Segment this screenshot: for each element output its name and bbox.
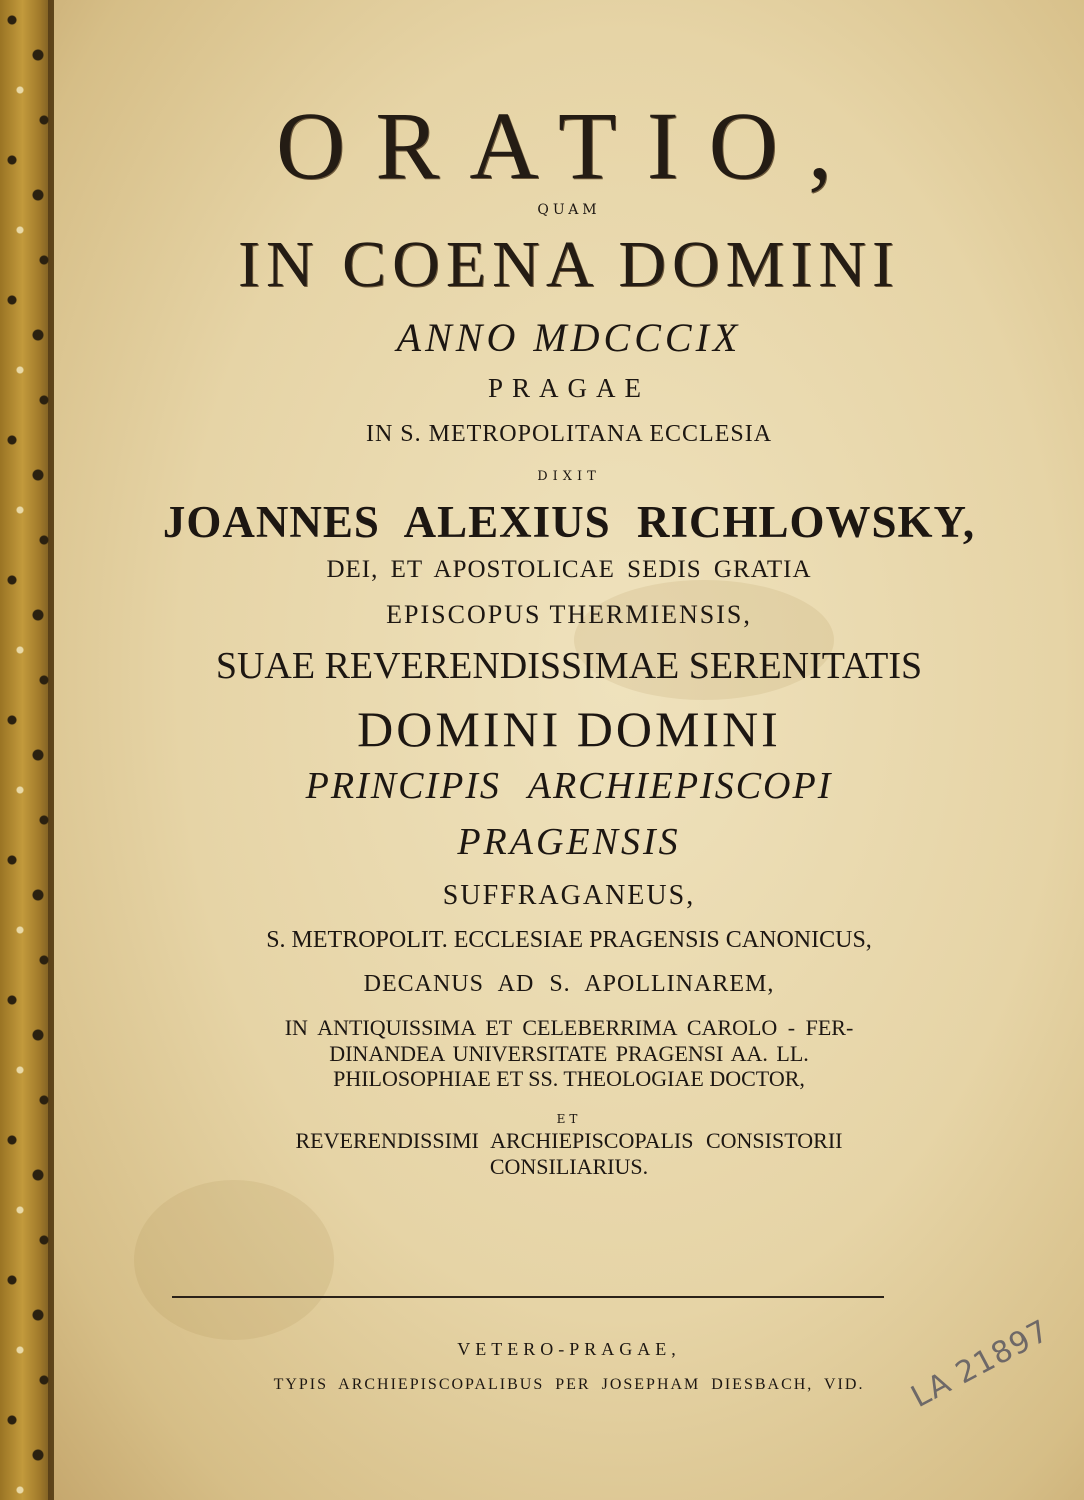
place-line: IN S. METROPOLITANA ECCLESIA bbox=[365, 421, 773, 447]
author-name: JOANNES ALEXIUS RICHLOWSKY, bbox=[162, 497, 976, 547]
imprint-place: VETERO-PRAGAE, bbox=[457, 1339, 681, 1359]
grace-line: DEI, ET APOSTOLICAE SEDIS GRATIA bbox=[326, 556, 812, 583]
domini-line: DOMINI DOMINI bbox=[357, 701, 781, 757]
city-line: PRAGAE bbox=[487, 373, 650, 403]
canonicus-line: S. METROPOLIT. ECCLESIAE PRAGENSIS CANONICUS, bbox=[266, 927, 872, 953]
occasion-heading: IN COENA DOMINI bbox=[238, 228, 900, 301]
consistory-line-2: CONSILIARIUS. bbox=[489, 1154, 649, 1179]
suffraganeus-line: SUFFRAGANEUS, bbox=[442, 880, 696, 911]
paper-stain bbox=[134, 1180, 334, 1340]
title-page bbox=[54, 0, 1084, 1500]
episcopus-line: EPISCOPUS THERMIENSIS, bbox=[386, 600, 752, 629]
horizontal-rule bbox=[172, 1296, 884, 1298]
university-line-3: PHILOSOPHIAE ET SS. THEOLOGIAE DOCTOR, bbox=[333, 1066, 805, 1091]
title: ORATIO, bbox=[276, 92, 862, 199]
pragensis-line: PRAGENSIS bbox=[457, 821, 681, 863]
et-line: ET bbox=[556, 1112, 582, 1126]
university-line-1: IN ANTIQUISSIMA ET CELEBERRIMA CAROLO - FER- bbox=[284, 1015, 854, 1040]
decanus-line: DECANUS AD S. APOLLINAREM, bbox=[363, 971, 775, 997]
quam-line: QUAM bbox=[537, 202, 601, 218]
consistory-line-1: REVERENDISSIMI ARCHIEPISCOPALIS CONSISTORII bbox=[295, 1128, 843, 1153]
dixit-line: DIXIT bbox=[537, 469, 601, 484]
university-line-2: DINANDEA UNIVERSITATE PRAGENSI AA. LL. bbox=[329, 1041, 809, 1066]
imprint-printer: TYPIS ARCHIEPISCOPALIBUS PER JOSEPHAM DIESBACH, VID. bbox=[273, 1376, 865, 1393]
principis-line: PRINCIPIS ARCHIEPISCOPI bbox=[305, 765, 833, 807]
handwritten-shelfmark: LA 21897 bbox=[905, 1313, 1056, 1415]
year-line: ANNO MDCCCIX bbox=[396, 315, 742, 360]
serenitatis-line: SUAE REVERENDISSIMAE SERENITATIS bbox=[215, 645, 923, 687]
